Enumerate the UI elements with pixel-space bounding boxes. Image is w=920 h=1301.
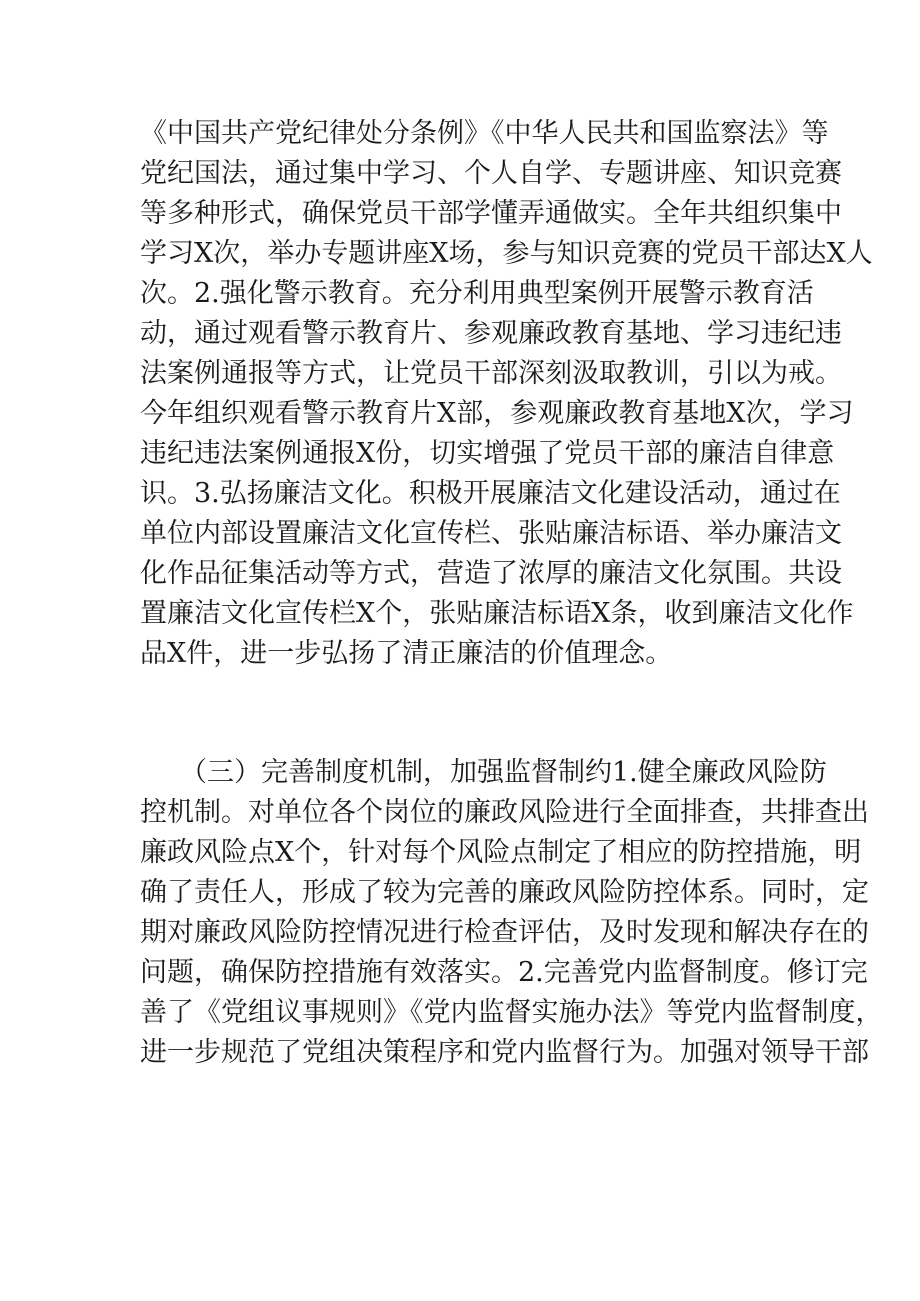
text-line: 品X件，进一步弘扬了清正廉洁的价值理念。 — [140, 638, 673, 669]
text-line: 次。2.强化警示教育。充分利用典型案例开展警示教育活 — [140, 278, 814, 309]
text-line: 化作品征集活动等方式，营造了浓厚的廉洁文化氛围。共设 — [140, 558, 842, 589]
paragraph-education — [140, 114, 873, 674]
text-line: 单位内部设置廉洁文化宣传栏、张贴廉洁标语、举办廉洁文 — [140, 518, 842, 549]
text-line: 廉政风险点X个，针对每个风险点制定了相应的防控措施，明 — [140, 837, 862, 868]
text-line: 动，通过观看警示教育片、参观廉政教育基地、学习违纪违 — [140, 318, 842, 349]
text-line: 违纪违法案例通报X份，切实增强了党员干部的廉洁自律意 — [140, 438, 835, 469]
text-line: 进一步规范了党组决策程序和党内监督行为。加强对领导干部 — [140, 1037, 869, 1068]
text-line: 等多种形式，确保党员干部学懂弄通做实。全年共组织集中 — [140, 198, 842, 229]
text-line: 问题，确保防控措施有效落实。2.完善党内监督制度。修订完 — [140, 957, 868, 988]
text-line: 党纪国法，通过集中学习、个人自学、专题讲座、知识竞赛 — [140, 158, 842, 189]
text-line: 学习X次，举办专题讲座X场，参与知识竞赛的党员干部达X人 — [140, 238, 873, 269]
text-line: 确了责任人，形成了较为完善的廉政风险防控体系。同时，定 — [140, 877, 869, 908]
text-line: 控机制。对单位各个岗位的廉政风险进行全面排查，共排查出 — [140, 797, 869, 828]
paragraph-institution-mechanism — [140, 753, 883, 1073]
text-line: 今年组织观看警示教育片X部，参观廉政教育基地X次，学习 — [140, 398, 854, 429]
text-line: 识。3.弘扬廉洁文化。积极开展廉洁文化建设活动，通过在 — [140, 478, 841, 509]
section-heading-line: （三）完善制度机制，加强监督制约1.健全廉政风险防 — [180, 757, 827, 788]
text-line: 法案例通报等方式，让党员干部深刻汲取教训，引以为戒。 — [140, 358, 842, 389]
text-line: 《中国共产党纪律处分条例》《中华人民共和国监察法》等 — [140, 118, 829, 149]
text-line: 期对廉政风险防控情况进行检查评估，及时发现和解决存在的 — [140, 917, 869, 948]
text-line: 善了《党组议事规则》《党内监督实施办法》等党内监督制度， — [140, 997, 883, 1028]
text-line: 置廉洁文化宣传栏X个，张贴廉洁标语X条，收到廉洁文化作 — [140, 598, 854, 629]
